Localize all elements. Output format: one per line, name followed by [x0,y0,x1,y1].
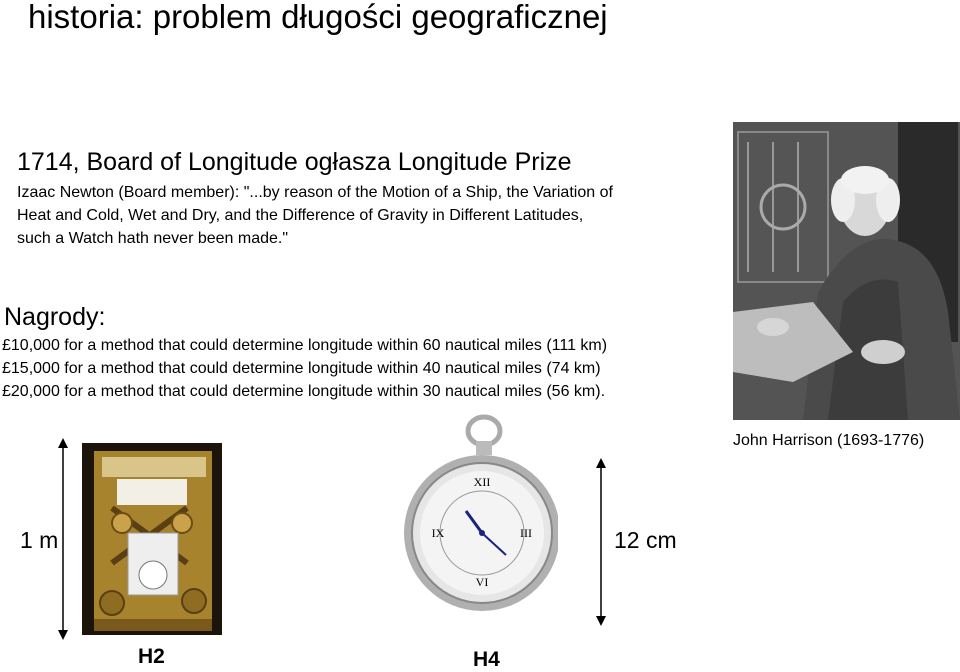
h4-label: H4 [473,648,500,671]
svg-text:VI: VI [475,575,489,589]
svg-text:III: III [520,526,532,540]
prizes-heading: Nagrody: [4,303,106,331]
harrison-portrait [733,122,960,420]
portrait-caption: John Harrison (1693-1776) [733,432,925,449]
h2-label: H2 [138,645,165,668]
svg-text:IX: IX [431,526,445,540]
newton-quote: Izaac Newton (Board member): "...by reason of the Motion of a Ship, the Variation of Heat and Cold, Wet and Dry, and the Difference of Gravity in Different Latitudes, such a Watch hath never been made." [17,184,613,247]
prize-item: £15,000 for a method that could determine longitude within 40 nautical miles (74 km) [2,360,601,377]
h4-size-label: 12 cm [614,527,677,553]
prize-announcement: 1714, Board of Longitude ogłasza Longitude Prize [17,148,572,176]
h2-clock-photo [82,443,222,635]
h2-size-label: 1 m [20,527,59,553]
svg-text:XII: XII [473,475,491,489]
h4-height-arrow [594,458,608,626]
h4-watch-photo [396,413,558,613]
slide-title: historia: problem długości geograficznej [28,0,608,35]
prizes-list [2,334,607,403]
prize-item: £20,000 for a method that could determine longitude within 30 nautical miles (56 km). [2,383,606,400]
prize-item: £10,000 for a method that could determine longitude within 60 nautical miles (111 km) [2,337,608,354]
